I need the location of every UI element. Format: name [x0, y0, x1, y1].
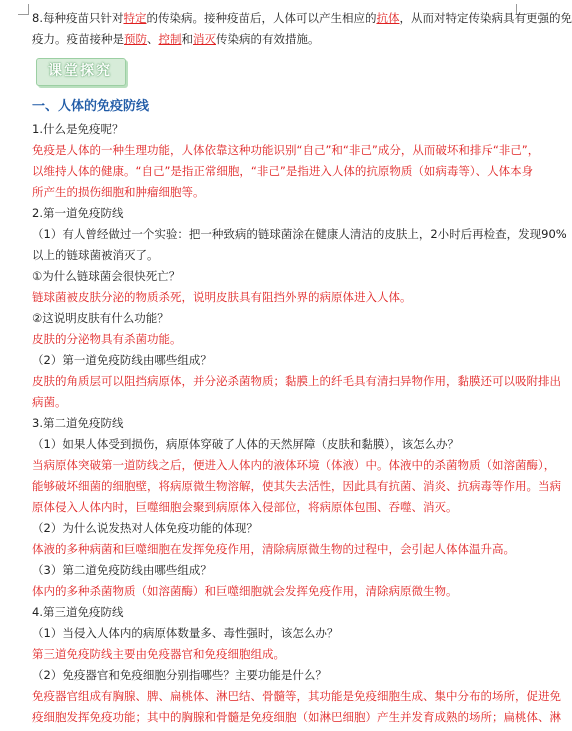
intro-text: 8.每种疫苗只针对: [32, 11, 124, 25]
question-3-3: （3）第二道免疫防线由哪些组成？: [32, 563, 212, 577]
question-2-2: （2）第一道免疫防线由哪些组成？: [32, 353, 212, 367]
badge-label: 课堂探究: [48, 63, 112, 79]
question-3-2: （2）为什么说发热对人体免疫功能的体现？: [32, 521, 258, 535]
question-3-1: （1）如果人体受到损伤，病原体穿破了人体的天然屏障（皮肤和黏膜），该怎么办？: [32, 437, 460, 451]
answer-2-b: 皮肤的分泌物具有杀菌功能。: [32, 332, 182, 346]
keyword-control: 控制: [158, 32, 182, 46]
answer-4-2-line-1: 免疫器官组成有胸腺、脾、扁桃体、淋巴结、骨髓等，其功能是免疫细胞生成、集中分布的场所，促进免: [32, 689, 561, 703]
intro-line-1: [32, 8, 572, 29]
answer-4-2-line-2: 疫细胞发挥免疫功能；其中的胸腺和骨髓是免疫细胞（如淋巴细胞）产生并发育成熟的场所；扁桃体、淋: [32, 710, 561, 724]
answer-2-2-line-2: 病菌。: [32, 395, 67, 409]
answer-1-line-2: 以维持人体的健康。“自己”是指正常细胞，“非己”是指进入人体的抗原物质（如病毒等）、人体本身: [32, 164, 534, 178]
question-2-b: ②这说明皮肤有什么功能？: [32, 311, 169, 325]
intro-text: 的传染病。接种疫苗后，人体可以产生相应的: [146, 11, 377, 25]
section-badge: [36, 58, 124, 84]
answer-2-a: 链球菌被皮肤分泌的物质杀死，说明皮肤具有阻挡外界的病原体进入人体。: [32, 290, 412, 304]
keyword-specific: 特定: [123, 11, 147, 25]
intro-text: 疫力。疫苗接种是: [32, 32, 124, 46]
intro-line-2: [32, 29, 524, 50]
answer-1-line-3: 所产生的损伤细胞和肿瘤细胞等。: [32, 185, 205, 199]
keyword-prevent: 预防: [124, 32, 147, 46]
answer-3-1-line-2: 能够破坏细菌的细胞壁，将病原微生物溶解，使其失去活性，因此具有抗菌、消炎、抗病毒等作用。当病: [32, 479, 561, 493]
question-2: 2.第一道免疫防线: [32, 206, 124, 220]
intro-text: 、: [147, 32, 159, 46]
answer-1-line-1: 免疫是人体的一种生理功能，人体依靠这种功能识别“自己”和“非己”成分，从而破坏和排斥“非己”，: [32, 143, 540, 157]
question-4-1: （1）当侵入人体内的病原体数量多、毒性强时，该怎么办？: [32, 626, 339, 640]
answer-3-1-line-1: 当病原体突破第一道防线之后，便进入人体内的液体环境（体液）中。体液中的杀菌物质（如溶菌酶），: [32, 458, 556, 472]
question-4: 4.第三道免疫防线: [32, 605, 124, 619]
question-2-a: ①为什么链球菌会很快死亡？: [32, 269, 181, 283]
page-corner-mark-left: [18, 4, 29, 15]
answer-3-1-line-3: 原体侵入人体内时，巨噬细胞会聚到病原体入侵部位，将病原体包围、吞噬、消灭。: [32, 500, 458, 514]
question-3: 3.第二道免疫防线: [32, 416, 124, 430]
question-1: 1.什么是免疫呢？: [32, 122, 124, 136]
question-2-1-line-1: （1）有人曾经做过一个实验：把一种致病的链球菌涂在健康人清洁的皮肤上，2小时后再检查，发现90%: [32, 227, 567, 241]
answer-3-2: 体液的多种病菌和巨噬细胞在发挥免疫作用，清除病原微生物的过程中，会引起人体体温升高。: [32, 542, 515, 556]
answer-4-1: 第三道免疫防线主要由免疫器官和免疫细胞组成。: [32, 647, 285, 661]
answer-2-2-line-1: 皮肤的角质层可以阻挡病原体，并分泌杀菌物质；黏膜上的纤毛具有清扫异物作用，黏膜还可以吸附排出: [32, 374, 561, 388]
question-2-1-line-2: 以上的链球菌被消灭了。: [32, 248, 159, 262]
keyword-antibody: 抗体: [376, 11, 400, 25]
question-4-2: （2）免疫器官和免疫细胞分别指哪些？主要功能是什么？: [32, 668, 327, 682]
answer-3-3: 体内的多种杀菌物质（如溶菌酶）和巨噬细胞就会发挥免疫作用，清除病原微生物。: [32, 584, 458, 598]
section-heading: 一、人体的免疫防线: [32, 99, 150, 114]
keyword-eliminate: 消灭: [193, 32, 216, 46]
intro-text: 和: [181, 32, 193, 46]
intro-text: ，从而对特定传染病具有更强的免: [399, 11, 572, 25]
intro-text: 传染病的有效措施。: [216, 32, 320, 46]
document-content: [32, 8, 572, 728]
